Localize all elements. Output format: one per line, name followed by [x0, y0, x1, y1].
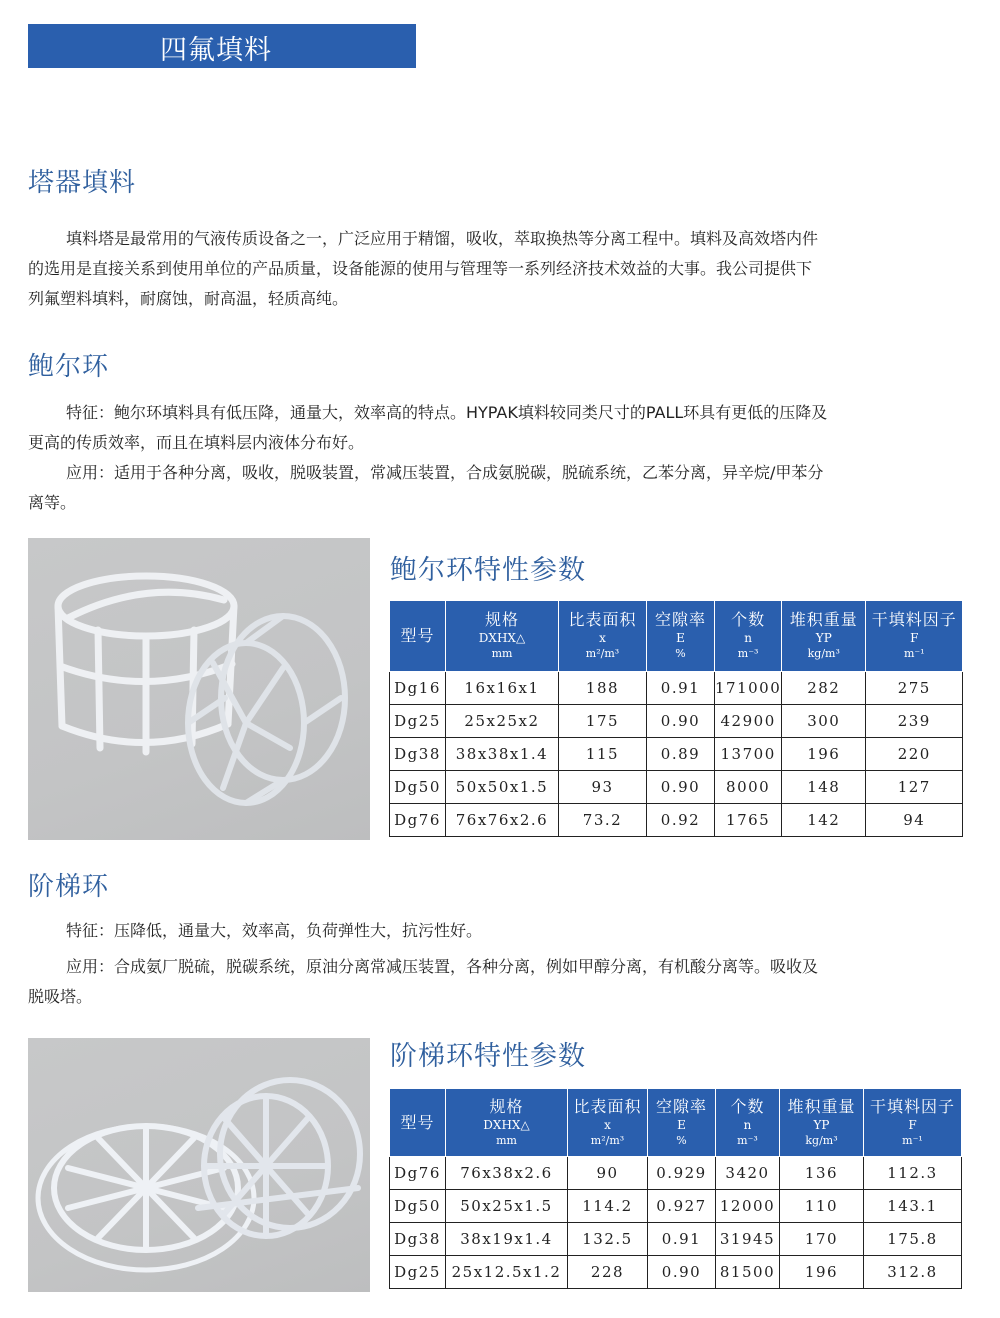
column-header-packing-factor: 干填料因子 F m⁻¹ [866, 601, 963, 672]
section-heading-pall-ring: 鲍尔环 [28, 352, 110, 382]
table-cell: Dg25 [390, 705, 446, 738]
table-row [390, 1256, 962, 1289]
table-cell: 76x76x2.6 [446, 804, 559, 837]
table-cell: 188 [559, 672, 647, 705]
column-header-model: 型号 [390, 601, 446, 672]
table-cell: 25x25x2 [446, 705, 559, 738]
column-header-model: 型号 [390, 1089, 446, 1157]
table-cell: 90 [568, 1157, 648, 1190]
table-cell: 0.927 [648, 1190, 716, 1223]
table-cell: 228 [568, 1256, 648, 1289]
feature-line: 特征：压降低，通量大，效率高，负荷弹性大，抗污性好。 [66, 921, 483, 940]
cascade-ring-spec-table [389, 1088, 962, 1289]
pall-ring-photo [28, 538, 370, 840]
table-row [390, 1190, 962, 1223]
table-cell: 16x16x1 [446, 672, 559, 705]
table-cell: 110 [780, 1190, 864, 1223]
table-cell: 0.92 [647, 804, 715, 837]
table-cell: 0.90 [647, 705, 715, 738]
cascade-ring-table-title: 阶梯环特性参数 [390, 1041, 586, 1072]
pall-ring-description [28, 398, 968, 518]
table-row [390, 804, 963, 837]
table-cell: 115 [559, 738, 647, 771]
column-header-bulk-weight: 堆积重量 YP kg/m³ [780, 1089, 864, 1157]
table-cell: 142 [782, 804, 866, 837]
table-cell: 175 [559, 705, 647, 738]
cascade-ring-description [28, 916, 968, 1012]
table-cell: Dg50 [390, 1190, 446, 1223]
application-line: 离等。 [28, 493, 77, 512]
pall-ring-spec-table [389, 600, 963, 837]
table-row [390, 705, 963, 738]
table-cell: 81500 [716, 1256, 780, 1289]
table-cell: 50x25x1.5 [446, 1190, 568, 1223]
table-cell: 312.8 [864, 1256, 962, 1289]
table-cell: 171000 [715, 672, 782, 705]
application-line: 应用：合成氨厂脱硫，脱碳系统，原油分离常减压装置，各种分离，例如甲醇分离，有机酸分离等。吸收及 [66, 957, 819, 976]
table-cell: 148 [782, 771, 866, 804]
section-heading-cascade-ring: 阶梯环 [28, 872, 110, 902]
table-cell: 282 [782, 672, 866, 705]
table-cell: 73.2 [559, 804, 647, 837]
table-row [390, 1157, 962, 1190]
table-cell: 143.1 [864, 1190, 962, 1223]
table-cell: 170 [780, 1223, 864, 1256]
feature-line: 更高的传质效率，而且在填料层内液体分布好。 [28, 433, 365, 452]
table-cell: 38x38x1.4 [446, 738, 559, 771]
cascade-ring-illustration [28, 1038, 370, 1292]
table-cell: 25x12.5x1.2 [446, 1256, 568, 1289]
application-line: 应用：适用于各种分离，吸收，脱吸装置，常减压装置，合成氨脱碳，脱硫系统，乙苯分离，异辛烷/甲苯分 [66, 463, 824, 482]
table-cell: Dg38 [390, 1223, 446, 1256]
table-cell: Dg76 [390, 1157, 446, 1190]
pall-ring-illustration [28, 538, 370, 840]
table-cell: 12000 [716, 1190, 780, 1223]
table-cell: 132.5 [568, 1223, 648, 1256]
table-cell: 0.929 [648, 1157, 716, 1190]
title-banner [28, 24, 416, 68]
table-cell: 220 [866, 738, 963, 771]
table-cell: 13700 [715, 738, 782, 771]
table-cell: 50x50x1.5 [446, 771, 559, 804]
table-cell: 0.90 [648, 1256, 716, 1289]
pall-ring-table-title: 鲍尔环特性参数 [390, 555, 586, 586]
table-header-row [390, 601, 963, 672]
column-header-packing-factor: 干填料因子 F m⁻¹ [864, 1089, 962, 1157]
table-cell: 136 [780, 1157, 864, 1190]
table-cell: 239 [866, 705, 963, 738]
table-cell: 0.90 [647, 771, 715, 804]
table-cell: 0.91 [648, 1223, 716, 1256]
cascade-ring-photo [28, 1038, 370, 1292]
column-header-bulk-weight: 堆积重量 YP kg/m³ [782, 601, 866, 672]
table-cell: 196 [782, 738, 866, 771]
paragraph-line: 的选用是直接关系到使用单位的产品质量，设备能源的使用与管理等一系列经济技术效益的大事。我公司提供下 [28, 259, 813, 278]
table-cell: 93 [559, 771, 647, 804]
table-row [390, 771, 963, 804]
feature-line: 特征：鲍尔环填料具有低压降，通量大，效率高的特点。HYPAK填料较同类尺寸的PALL环具有更低的压降及 [66, 403, 828, 422]
column-header-void-ratio: 空隙率 E % [648, 1089, 716, 1157]
table-cell: 275 [866, 672, 963, 705]
banner-title: 四氟填料 [160, 35, 272, 66]
column-header-surface-area: 比表面积 x m²/m³ [559, 601, 647, 672]
tower-packing-paragraph [28, 224, 968, 314]
table-row [390, 672, 963, 705]
column-header-void-ratio: 空隙率 E % [647, 601, 715, 672]
table-cell: 196 [780, 1256, 864, 1289]
table-cell: 8000 [715, 771, 782, 804]
table-cell: 0.89 [647, 738, 715, 771]
section-heading-tower-packing: 塔器填料 [28, 168, 137, 198]
table-cell: 0.91 [647, 672, 715, 705]
column-header-surface-area: 比表面积 x m²/m³ [568, 1089, 648, 1157]
table-cell: 31945 [716, 1223, 780, 1256]
table-cell: 114.2 [568, 1190, 648, 1223]
table-cell: Dg16 [390, 672, 446, 705]
table-cell: 300 [782, 705, 866, 738]
table-cell: Dg50 [390, 771, 446, 804]
column-header-count: 个数 n m⁻³ [715, 601, 782, 672]
table-cell: Dg38 [390, 738, 446, 771]
table-cell: 175.8 [864, 1223, 962, 1256]
table-cell: Dg76 [390, 804, 446, 837]
table-cell: 94 [866, 804, 963, 837]
table-cell: 3420 [716, 1157, 780, 1190]
table-cell: 38x19x1.4 [446, 1223, 568, 1256]
table-cell: 1765 [715, 804, 782, 837]
column-header-spec: 规格 DXHX△ mm [446, 601, 559, 672]
column-header-count: 个数 n m⁻³ [716, 1089, 780, 1157]
table-cell: 42900 [715, 705, 782, 738]
column-header-spec: 规格 DXHX△ mm [446, 1089, 568, 1157]
paragraph-line: 列氟塑料填料，耐腐蚀，耐高温，轻质高纯。 [28, 289, 349, 308]
table-row [390, 1223, 962, 1256]
table-header-row [390, 1089, 962, 1157]
paragraph-line: 填料塔是最常用的气液传质设备之一，广泛应用于精馏，吸收，萃取换热等分离工程中。填料及高效塔内件 [66, 229, 819, 248]
table-cell: 112.3 [864, 1157, 962, 1190]
table-cell: 76x38x2.6 [446, 1157, 568, 1190]
table-cell: Dg25 [390, 1256, 446, 1289]
table-cell: 127 [866, 771, 963, 804]
application-line: 脱吸塔。 [28, 987, 93, 1006]
table-row [390, 738, 963, 771]
